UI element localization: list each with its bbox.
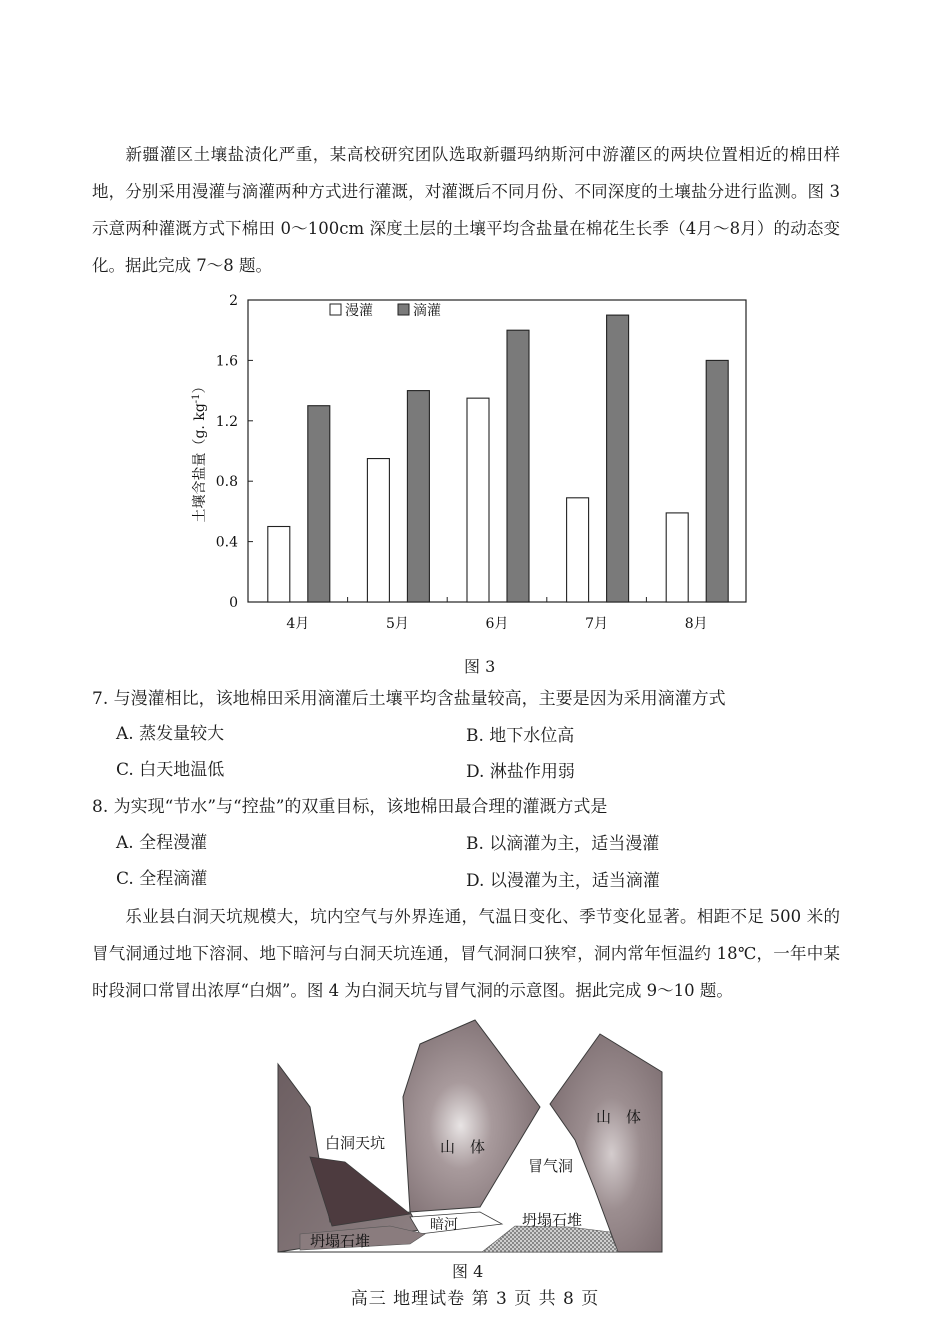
bar-flood-7 — [567, 498, 589, 602]
bar-flood-8 — [666, 513, 688, 602]
label-mountain-left: 山 体 — [440, 1138, 486, 1156]
legend-swatch-flood — [330, 304, 341, 315]
q8-option-b: B. 以滴灌为主，适当漫灌 — [466, 834, 660, 854]
figure4-diagram — [270, 1012, 670, 1257]
legend-swatch-drip — [398, 304, 409, 315]
passage-intro-q7-8: 新疆灌区土壤盐渍化严重，某高校研究团队选取新疆玛纳斯河中游灌区的两块位置相近的棉田样地，分别采用漫灌与滴灌两种方式进行灌溉，对灌溉后不同月份、不同深度的土壤盐分进行监测。图 3 示意两种灌溉方式下棉田 0～100cm 深度土层的土壤平均含盐量在棉花生长季（4月～8月）的动态变化。据此完成 7～8 题。 — [92, 145, 840, 275]
y-tick-label: 1.2 — [215, 413, 238, 430]
figure3-bar-chart — [180, 288, 770, 643]
y-tick-label: 0 — [229, 595, 238, 611]
q7-option-b: B. 地下水位高 — [466, 726, 575, 746]
legend-label-drip: 滴灌 — [413, 303, 441, 319]
x-tick-label: 6月 — [485, 616, 509, 632]
label-rubble-right: 坍塌石堆 — [522, 1211, 583, 1229]
bar-drip-5 — [407, 391, 429, 602]
bar-flood-4 — [268, 527, 290, 603]
figure3-caption: 图 3 — [464, 657, 496, 676]
question-8-stem: 8. 为实现“节水”与“控盐”的双重目标，该地棉田最合理的灌溉方式是 — [92, 797, 608, 817]
question-7-stem: 7. 与漫灌相比，该地棉田采用滴灌后土壤平均含盐量较高，主要是因为采用滴灌方式 — [92, 689, 726, 709]
x-tick-label: 4月 — [286, 616, 310, 632]
bar-drip-7 — [607, 315, 629, 602]
x-tick-label: 8月 — [684, 616, 708, 632]
rubble-pile-right — [482, 1226, 618, 1252]
x-tick-label: 7月 — [585, 616, 609, 632]
y-tick-label: 1.6 — [215, 353, 238, 370]
q7-option-c: C. 白天地温低 — [116, 760, 225, 780]
q8-option-c: C. 全程滴灌 — [116, 869, 208, 889]
bar-drip-4 — [308, 406, 330, 602]
label-sinkhole: 白洞天坑 — [325, 1134, 386, 1152]
label-underground-river: 暗河 — [430, 1217, 458, 1233]
y-axis-title: 土壤含盐量（g. $kg^{-1}$） — [191, 379, 208, 523]
label-rubble-left: 坍塌石堆 — [310, 1232, 371, 1250]
left-mountain — [403, 1020, 540, 1212]
q7-option-a: A. 蒸发量较大 — [116, 724, 225, 744]
q8-option-a: A. 全程漫灌 — [116, 833, 208, 853]
bar-flood-5 — [367, 459, 389, 602]
figure4-caption: 图 4 — [452, 1262, 484, 1281]
passage-intro-q9-10: 乐业县白洞天坑规模大，坑内空气与外界连通，气温日变化、季节变化显著。相距不足 500 米的冒气洞通过地下溶洞、地下暗河与白洞天坑连通，冒气洞洞口狭窄，洞内常年恒温约 18℃，一年中某时段洞口常冒出浓厚“白烟”。图 4 为白洞天坑与冒气洞的示意图。据此完成 9～10 题。 — [92, 907, 840, 1000]
bar-flood-6 — [467, 398, 489, 602]
legend-label-flood: 漫灌 — [345, 303, 373, 319]
bar-drip-8 — [706, 360, 728, 602]
left-cliff-wall — [278, 1064, 420, 1252]
q7-option-d: D. 淋盐作用弱 — [466, 762, 575, 782]
page-footer: 高三 地理试卷 第 3 页 共 8 页 — [350, 1289, 600, 1309]
label-vent-cave: 冒气洞 — [528, 1157, 574, 1175]
x-tick-label: 5月 — [385, 616, 409, 632]
q8-option-d: D. 以漫灌为主，适当滴灌 — [466, 871, 660, 891]
y-tick-label: 2 — [229, 293, 238, 309]
y-tick-label: 0.8 — [215, 474, 238, 491]
y-tick-label: 0.4 — [215, 534, 238, 551]
bar-drip-6 — [507, 330, 529, 602]
label-mountain-right: 山 体 — [596, 1108, 642, 1126]
